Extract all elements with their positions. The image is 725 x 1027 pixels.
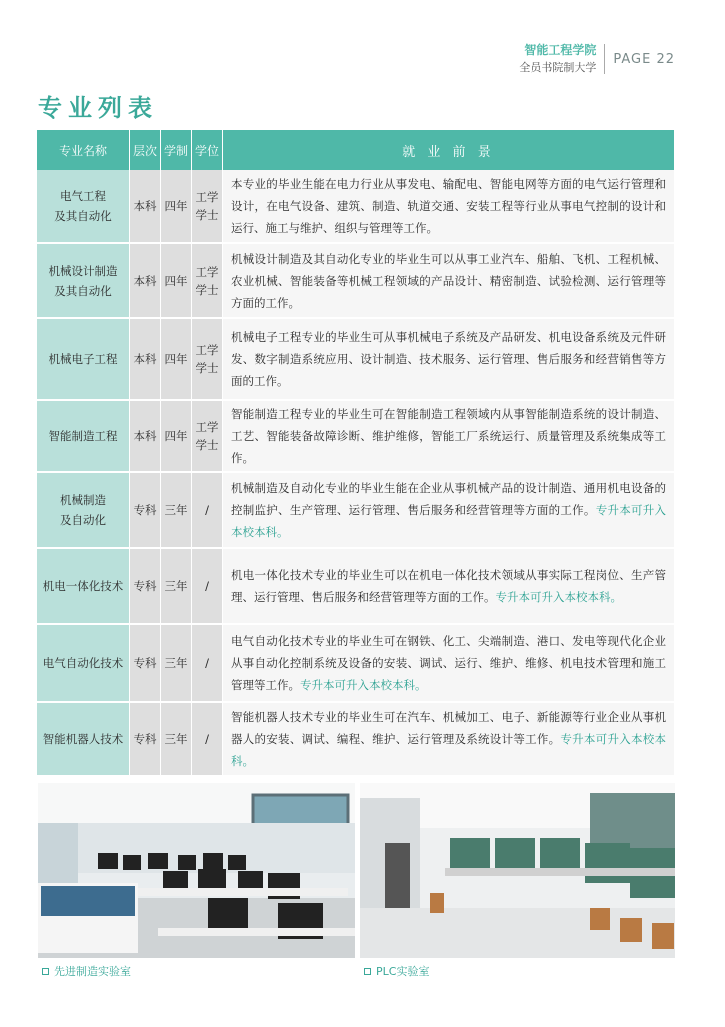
degree-line: 学士	[195, 282, 219, 297]
major-name-line: 及其自动化	[54, 209, 112, 223]
level-cell: 本科	[130, 401, 161, 473]
career-description-text: 机械制造及自动化专业的毕业生能在企业从事机械产品的设计制造、通用机电设备的控制监护、生产管理、运行管理、售后服务和经营管理等方面的工作。	[231, 481, 666, 517]
photo-caption-advanced-manufacturing	[42, 963, 131, 979]
header-level: 层次	[130, 130, 161, 170]
major-name-line: 机械电子工程	[48, 352, 118, 366]
degree-cell	[192, 549, 223, 625]
table-row	[37, 625, 674, 703]
header-degree: 学位	[192, 130, 223, 170]
degree-cell	[192, 244, 223, 319]
degree-cell	[192, 473, 223, 549]
degree-line: /	[205, 656, 209, 670]
career-description-text: 电气自动化技术专业的毕业生可在钢铁、化工、尖端制造、港口、发电等现代化企业从事自动化控制系统及设备的安装、调试、运行、维护、维修、机电技术管理和施工管理等工作。	[231, 634, 666, 692]
degree-line: /	[205, 503, 209, 517]
duration-cell: 四年	[161, 401, 192, 473]
major-name-line: 机械设计制造	[48, 263, 118, 278]
header-divider	[604, 44, 605, 74]
career-description-text: 机电一体化技术专业的毕业生可以在机电一体化技术领域从事实际工程岗位、生产管理、运行管理、售后服务和经营管理等方面的工作。	[231, 568, 666, 604]
level-cell: 本科	[130, 319, 161, 401]
header-names	[519, 42, 596, 76]
table-row	[37, 401, 674, 473]
degree-line: 工学	[195, 264, 219, 279]
table-row	[37, 549, 674, 625]
major-name-cell	[37, 244, 130, 319]
header-major-name: 专业名称	[37, 130, 130, 170]
career-description-text: 机械电子工程专业的毕业生可从事机械电子系统及产品研发、机电设备系统及元件研发、数字制造系统应用、设计制造、技术服务、运行管理、售后服务和经营销售等方面的工作。	[231, 330, 666, 388]
level-cell: 专科	[130, 473, 161, 549]
degree-line: /	[205, 732, 209, 746]
major-name-line: 智能机器人技术	[42, 732, 124, 746]
level-cell: 专科	[130, 549, 161, 625]
lab-photo-advanced-manufacturing	[38, 783, 355, 958]
level-cell: 专科	[130, 703, 161, 777]
level-cell: 专科	[130, 625, 161, 703]
duration-cell: 四年	[161, 170, 192, 244]
career-description-cell	[223, 319, 674, 401]
table-row	[37, 473, 674, 549]
table-row	[37, 244, 674, 319]
majors-table	[37, 130, 674, 777]
major-name-cell	[37, 401, 130, 473]
duration-cell: 三年	[161, 473, 192, 549]
duration-cell: 四年	[161, 244, 192, 319]
major-name-line: 及自动化	[60, 513, 106, 527]
major-name-cell	[37, 473, 130, 549]
table-row	[37, 170, 674, 244]
degree-cell	[192, 319, 223, 401]
table-body	[37, 170, 674, 777]
career-description-cell	[223, 473, 674, 549]
caption-text: 先进制造实验室	[54, 965, 131, 978]
major-name-line: 电气自动化技术	[42, 656, 124, 670]
career-description-text: 智能机器人技术专业的毕业生可在汽车、机械加工、电子、新能源等行业企业从事机器人的安装、调试、编程、维护、运行管理及系统设计等工作。	[231, 710, 666, 746]
degree-line: 工学	[195, 420, 219, 434]
career-description-cell	[223, 244, 674, 319]
career-description-cell	[223, 170, 674, 244]
career-description-text: 本专业的毕业生能在电力行业从事发电、输配电、智能电网等方面的电气运行管理和设计，在电气设备、建筑、制造、轨道交通、安装工程等行业从事电气控制的设计和运行、施工与维护、组织与管理等工作。	[231, 177, 666, 235]
square-bullet-icon	[42, 968, 49, 975]
degree-cell	[192, 401, 223, 473]
major-name-line: 机械制造	[60, 493, 106, 507]
level-cell: 本科	[130, 244, 161, 319]
degree-line: 学士	[195, 208, 219, 222]
major-name-line: 及其自动化	[54, 283, 112, 298]
major-name-cell	[37, 703, 130, 777]
degree-line: 工学	[195, 190, 219, 204]
page-title: 专业列表	[38, 94, 158, 122]
degree-line: /	[205, 579, 209, 593]
duration-cell: 三年	[161, 625, 192, 703]
caption-text: PLC实验室	[376, 965, 430, 978]
major-name-cell	[37, 170, 130, 244]
degree-line: 工学	[195, 343, 219, 357]
degree-line: 学士	[195, 438, 219, 452]
photo-strip	[38, 783, 675, 958]
major-name-cell	[37, 319, 130, 401]
career-description-cell	[223, 703, 674, 777]
career-description-text: 智能制造工程专业的毕业生可在智能制造工程领域内从事智能制造系统的设计制造、工艺、智能装备故障诊断、维护维修，智能工厂系统运行、质量管理及系统集成等工作。	[231, 407, 666, 465]
duration-cell: 三年	[161, 549, 192, 625]
career-description-cell	[223, 549, 674, 625]
lab-photo-plc	[360, 783, 675, 958]
career-description-cell	[223, 401, 674, 473]
table-header-row	[37, 130, 674, 170]
page-header	[519, 42, 675, 76]
upgrade-note: 专升本可升入本校本科。	[231, 503, 667, 539]
square-bullet-icon	[364, 968, 371, 975]
upgrade-note: 专升本可升入本校本科。	[231, 732, 667, 768]
degree-cell	[192, 625, 223, 703]
major-name-line: 机电一体化技术	[42, 579, 124, 593]
table-row	[37, 703, 674, 777]
photo-caption-plc	[364, 963, 429, 979]
career-description-text: 机械设计制造及其自动化专业的毕业生可以从事工业汽车、船舶、飞机、工程机械、农业机械、智能装备等机械工程领域的产品设计、精密制造、试验检测、运行管理等方面的工作。	[231, 251, 666, 310]
level-cell: 本科	[130, 170, 161, 244]
duration-cell: 三年	[161, 703, 192, 777]
degree-line: 学士	[195, 361, 219, 375]
degree-cell	[192, 703, 223, 777]
upgrade-note: 专升本可升入本校本科。	[300, 678, 427, 692]
major-name-cell	[37, 549, 130, 625]
major-name-cell	[37, 625, 130, 703]
header-career: 就 业 前 景	[223, 130, 674, 170]
page-number: PAGE 22	[613, 51, 675, 67]
duration-cell: 四年	[161, 319, 192, 401]
major-name-line: 智能制造工程	[48, 429, 118, 443]
upgrade-note: 专升本可升入本校本科。	[495, 590, 622, 604]
university-name: 全员书院制大学	[519, 61, 597, 74]
degree-cell	[192, 170, 223, 244]
college-name: 智能工程学院	[524, 43, 597, 57]
header-duration: 学制	[161, 130, 192, 170]
major-name-line: 电气工程	[60, 189, 106, 203]
table-row	[37, 319, 674, 401]
career-description-cell	[223, 625, 674, 703]
